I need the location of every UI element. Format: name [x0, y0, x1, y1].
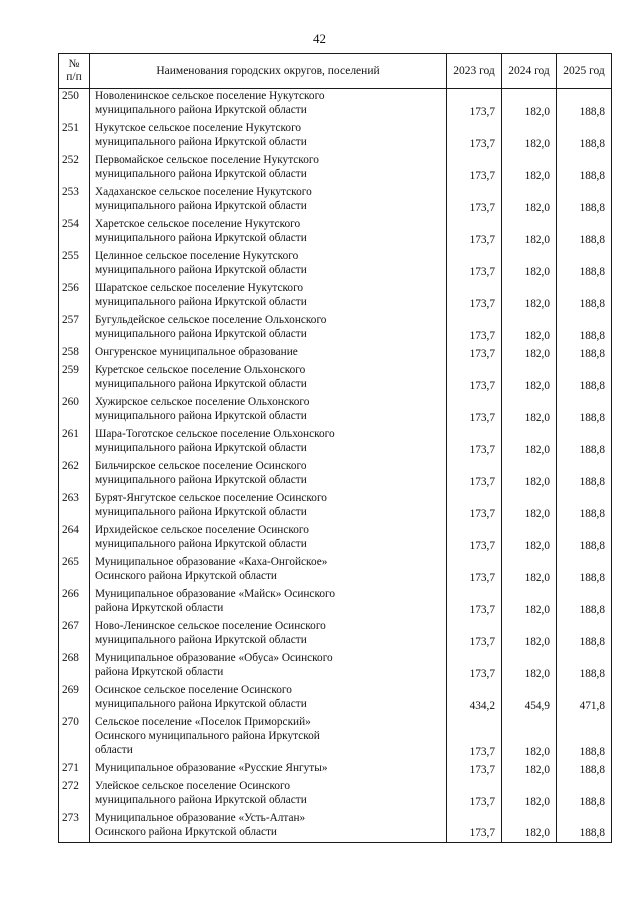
table-row	[59, 89, 612, 121]
settlement-name-line: Осинского муниципального района Иркутской	[95, 729, 320, 742]
header-row	[59, 54, 612, 89]
table-row	[59, 587, 612, 619]
row-number: 260	[59, 395, 90, 427]
value-2024: 182,0	[502, 217, 557, 249]
value-2023: 173,7	[447, 523, 502, 555]
value-2024: 182,0	[502, 363, 557, 395]
settlement-name	[90, 395, 447, 427]
row-number: 259	[59, 363, 90, 395]
row-number: 250	[59, 89, 90, 121]
value-2023: 173,7	[447, 153, 502, 185]
value-2023: 434,2	[447, 683, 502, 715]
value-2023: 173,7	[447, 491, 502, 523]
settlement-name-line: Сельское поселение «Поселок Приморский»	[95, 715, 311, 728]
value-2023: 173,7	[447, 345, 502, 363]
value-2025: 188,8	[557, 153, 612, 185]
table-row	[59, 761, 612, 779]
value-2024: 182,0	[502, 459, 557, 491]
settlement-name-line: Осинского района Иркутской области	[95, 569, 277, 582]
settlement-name-line: Ново-Ленинское сельское поселение Осинского	[95, 619, 326, 632]
value-2025: 188,8	[557, 555, 612, 587]
settlement-name-line: района Иркутской области	[95, 601, 224, 614]
settlement-name	[90, 715, 447, 761]
value-2025: 188,8	[557, 345, 612, 363]
table-row	[59, 715, 612, 761]
value-2023: 173,7	[447, 313, 502, 345]
table-body	[59, 89, 612, 843]
header-number-line: п/п	[66, 71, 82, 83]
value-2023: 173,7	[447, 395, 502, 427]
settlement-name	[90, 345, 447, 363]
settlement-name-line: Улейское сельское поселение Осинского	[95, 779, 291, 792]
table-row	[59, 249, 612, 281]
value-2023: 173,7	[447, 427, 502, 459]
value-2025: 188,8	[557, 619, 612, 651]
value-2024: 182,0	[502, 587, 557, 619]
settlement-name-line: муниципального района Иркутской области	[95, 377, 307, 390]
settlement-name-line: муниципального района Иркутской области	[95, 441, 307, 454]
settlement-name-line: Муниципальное образование «Каха-Онгойское»	[95, 555, 328, 568]
value-2025: 188,8	[557, 491, 612, 523]
value-2024: 182,0	[502, 523, 557, 555]
header-2025: 2025 год	[557, 54, 612, 89]
settlement-name	[90, 281, 447, 313]
settlement-name	[90, 619, 447, 651]
table-row	[59, 779, 612, 811]
header-number-line: №	[68, 58, 80, 70]
row-number: 268	[59, 651, 90, 683]
table-row	[59, 651, 612, 683]
table-row	[59, 459, 612, 491]
row-number: 256	[59, 281, 90, 313]
settlement-name	[90, 779, 447, 811]
row-number: 271	[59, 761, 90, 779]
settlement-name-line: муниципального района Иркутской области	[95, 505, 307, 518]
value-2025: 188,8	[557, 587, 612, 619]
settlement-name-line: Целинное сельское поселение Нукутского	[95, 249, 299, 262]
settlement-name	[90, 249, 447, 281]
row-number: 269	[59, 683, 90, 715]
value-2024: 182,0	[502, 811, 557, 843]
value-2024: 182,0	[502, 281, 557, 313]
row-number: 253	[59, 185, 90, 217]
header-name: Наименования городских округов, поселений	[90, 54, 447, 89]
table-row	[59, 619, 612, 651]
value-2025: 188,8	[557, 121, 612, 153]
settlement-name-line: муниципального района Иркутской области	[95, 409, 307, 422]
settlement-name-line: муниципального района Иркутской области	[95, 104, 307, 116]
value-2024: 454,9	[502, 683, 557, 715]
settlement-name-line: муниципального района Иркутской области	[95, 473, 307, 486]
table-row	[59, 555, 612, 587]
value-2025: 188,8	[557, 281, 612, 313]
value-2023: 173,7	[447, 121, 502, 153]
value-2023: 173,7	[447, 555, 502, 587]
table-row	[59, 217, 612, 249]
table-row	[59, 345, 612, 363]
settlement-name-line: Бугульдейское сельское поселение Ольхонского	[95, 313, 327, 326]
settlement-name-line: муниципального района Иркутской области	[95, 231, 307, 244]
settlement-name	[90, 523, 447, 555]
settlement-name-line: муниципального района Иркутской области	[95, 327, 307, 340]
value-2023: 173,7	[447, 363, 502, 395]
value-2024: 182,0	[502, 761, 557, 779]
settlement-name-line: Бурят-Янгутское сельское поселение Осинского	[95, 491, 327, 504]
value-2023: 173,7	[447, 459, 502, 491]
settlement-name	[90, 153, 447, 185]
header-2023: 2023 год	[447, 54, 502, 89]
settlement-name	[90, 185, 447, 217]
table-row	[59, 491, 612, 523]
value-2023: 173,7	[447, 619, 502, 651]
value-2023: 173,7	[447, 249, 502, 281]
settlement-name	[90, 651, 447, 683]
page-number: 42	[313, 31, 326, 46]
settlement-name	[90, 427, 447, 459]
settlement-name-line: Шаратское сельское поселение Нукутского	[95, 281, 304, 294]
settlement-name	[90, 459, 447, 491]
settlement-name-line: муниципального района Иркутской области	[95, 135, 307, 148]
settlement-name	[90, 363, 447, 395]
value-2023: 173,7	[447, 651, 502, 683]
value-2025: 188,8	[557, 395, 612, 427]
settlement-name-line: муниципального района Иркутской области	[95, 793, 307, 806]
value-2025: 188,8	[557, 459, 612, 491]
table-row	[59, 395, 612, 427]
settlement-name-line: муниципального района Иркутской области	[95, 633, 307, 646]
table-row	[59, 427, 612, 459]
value-2024: 182,0	[502, 121, 557, 153]
row-number: 262	[59, 459, 90, 491]
value-2025: 188,8	[557, 715, 612, 761]
table-row	[59, 523, 612, 555]
settlement-name-line: Хужирское сельское поселение Ольхонского	[95, 395, 310, 408]
row-number: 261	[59, 427, 90, 459]
settlement-name	[90, 491, 447, 523]
settlement-name-line: Новоленинское сельское поселение Нукутского	[95, 90, 325, 102]
settlement-name-line: Осинское сельское поселение Осинского	[95, 683, 292, 696]
row-number: 267	[59, 619, 90, 651]
value-2024: 182,0	[502, 427, 557, 459]
row-number: 265	[59, 555, 90, 587]
value-2024: 182,0	[502, 313, 557, 345]
settlement-name-line: Ирхидейское сельское поселение Осинского	[95, 523, 309, 536]
value-2025: 471,8	[557, 683, 612, 715]
settlement-name	[90, 555, 447, 587]
table-row	[59, 683, 612, 715]
settlement-name-line: муниципального района Иркутской области	[95, 295, 307, 308]
row-number: 257	[59, 313, 90, 345]
table-row	[59, 313, 612, 345]
row-number: 251	[59, 121, 90, 153]
value-2023: 173,7	[447, 89, 502, 121]
row-number: 272	[59, 779, 90, 811]
row-number: 255	[59, 249, 90, 281]
header-number	[59, 54, 90, 89]
value-2024: 182,0	[502, 89, 557, 121]
settlement-name-line: Нукутское сельское поселение Нукутского	[95, 121, 302, 134]
value-2025: 188,8	[557, 779, 612, 811]
settlement-name-line: Первомайское сельское поселение Нукутского	[95, 153, 319, 166]
row-number: 263	[59, 491, 90, 523]
value-2024: 182,0	[502, 651, 557, 683]
value-2025: 188,8	[557, 523, 612, 555]
value-2025: 188,8	[557, 249, 612, 281]
settlement-name-line: Муниципальное образование «Майск» Осинского	[95, 587, 336, 600]
settlement-name	[90, 313, 447, 345]
value-2025: 188,8	[557, 651, 612, 683]
value-2023: 173,7	[447, 185, 502, 217]
row-number: 252	[59, 153, 90, 185]
value-2025: 188,8	[557, 427, 612, 459]
value-2024: 182,0	[502, 555, 557, 587]
table-row	[59, 185, 612, 217]
value-2023: 173,7	[447, 715, 502, 761]
settlement-name	[90, 811, 447, 843]
value-2023: 173,7	[447, 587, 502, 619]
row-number: 266	[59, 587, 90, 619]
table-header	[59, 54, 612, 89]
table-row	[59, 281, 612, 313]
value-2024: 182,0	[502, 249, 557, 281]
settlement-name-line: Муниципальное образование «Русские Янгуты»	[95, 761, 328, 774]
settlement-name	[90, 761, 447, 779]
value-2023: 173,7	[447, 761, 502, 779]
table-row	[59, 811, 612, 843]
value-2023: 173,7	[447, 811, 502, 843]
settlement-name	[90, 587, 447, 619]
value-2025: 188,8	[557, 89, 612, 121]
settlement-name	[90, 217, 447, 249]
value-2024: 182,0	[502, 395, 557, 427]
value-2025: 188,8	[557, 217, 612, 249]
value-2023: 173,7	[447, 779, 502, 811]
table-row	[59, 363, 612, 395]
row-number: 273	[59, 811, 90, 843]
value-2024: 182,0	[502, 491, 557, 523]
value-2025: 188,8	[557, 811, 612, 843]
row-number: 264	[59, 523, 90, 555]
value-2024: 182,0	[502, 345, 557, 363]
settlement-name-line: области	[95, 743, 133, 756]
settlement-name-line: муниципального района Иркутской области	[95, 697, 307, 710]
settlement-name	[90, 683, 447, 715]
row-number: 258	[59, 345, 90, 363]
value-2023: 173,7	[447, 281, 502, 313]
value-2024: 182,0	[502, 619, 557, 651]
value-2024: 182,0	[502, 153, 557, 185]
settlement-name	[90, 89, 447, 121]
table-row	[59, 121, 612, 153]
settlement-name-line: муниципального района Иркутской области	[95, 537, 307, 550]
value-2024: 182,0	[502, 185, 557, 217]
settlement-name-line: Куретское сельское поселение Ольхонского	[95, 363, 306, 376]
settlement-name-line: района Иркутской области	[95, 665, 224, 678]
settlement-name-line: Хадаханское сельское поселение Нукутского	[95, 185, 312, 198]
value-2025: 188,8	[557, 313, 612, 345]
header-2024: 2024 год	[502, 54, 557, 89]
settlement-name-line: Бильчирское сельское поселение Осинского	[95, 459, 307, 472]
value-2025: 188,8	[557, 761, 612, 779]
settlement-name-line: Шара-Тоготское сельское поселение Ольхонского	[95, 427, 335, 440]
value-2023: 173,7	[447, 217, 502, 249]
settlement-name-line: муниципального района Иркутской области	[95, 167, 307, 180]
value-2024: 182,0	[502, 779, 557, 811]
settlements-budget-table	[58, 53, 612, 843]
settlement-name-line: муниципального района Иркутской области	[95, 263, 307, 276]
value-2024: 182,0	[502, 715, 557, 761]
settlement-name-line: муниципального района Иркутской области	[95, 199, 307, 212]
settlement-name-line: Онгуренское муниципальное образование	[95, 345, 298, 358]
value-2025: 188,8	[557, 185, 612, 217]
settlement-name	[90, 121, 447, 153]
settlement-name-line: Муниципальное образование «Усть-Алтан»	[95, 811, 306, 824]
table-row	[59, 153, 612, 185]
settlement-name-line: Муниципальное образование «Обуса» Осинского	[95, 651, 333, 664]
row-number: 270	[59, 715, 90, 761]
value-2025: 188,8	[557, 363, 612, 395]
settlement-name-line: Осинского района Иркутской области	[95, 825, 277, 838]
row-number: 254	[59, 217, 90, 249]
settlement-name-line: Харетское сельское поселение Нукутского	[95, 217, 301, 230]
